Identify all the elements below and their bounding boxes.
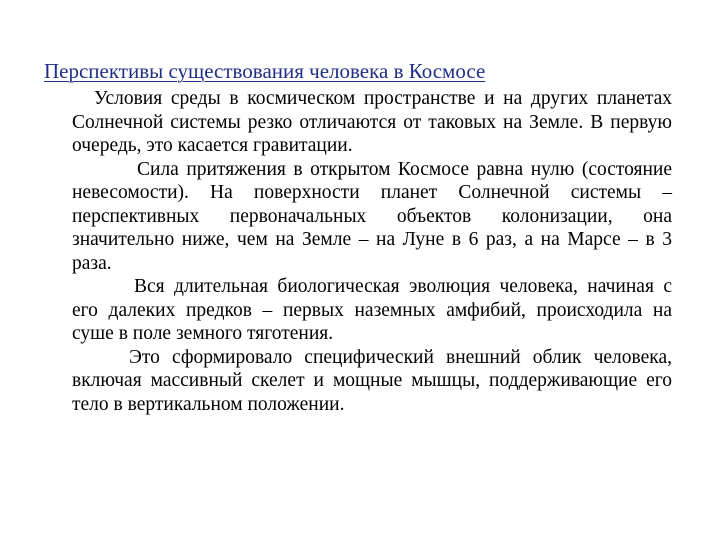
- slide-body: [72, 87, 672, 416]
- paragraph-3: Вся длительная биологическая эволюция человека, начиная с его далеких предков – первых наземных амфибий, происходила на суше в поле земного тяготения.: [72, 276, 672, 344]
- slide-title: Перспективы существования человека в Космосе: [44, 59, 486, 83]
- paragraph-2: Сила притяжения в открытом Космосе равна нулю (состояние невесомости). На поверхности планет Солнечной системы – перспективных первоначальных объектов колонизации, она значительно ниже, чем на Земле – на Луне в 6 раз, а на Марсе – в 3 раза.: [72, 158, 672, 274]
- paragraph-1: Условия среды в космическом пространстве и на других планетах Солнечной системы резко отличаются от таковых на Земле. В первую очередь, это касается гравитации.: [72, 88, 672, 156]
- paragraph-4: Это сформировало специфический внешний облик человека, включая массивный скелет и мощные мышцы, поддерживающие его тело в вертикальном положении.: [72, 346, 672, 415]
